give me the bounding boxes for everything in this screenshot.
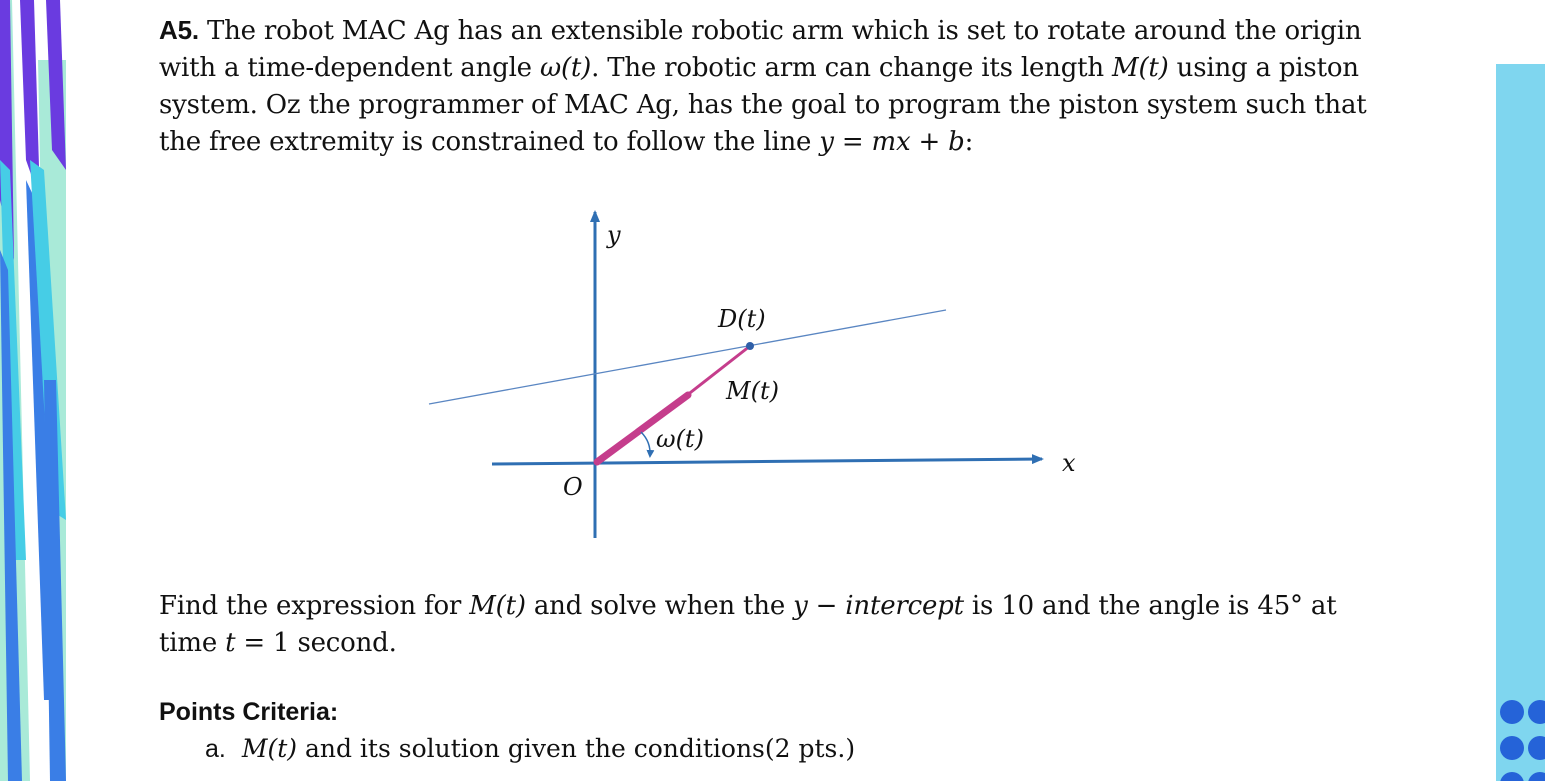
problem-text-4: : [964, 127, 974, 157]
question-text [159, 588, 1374, 662]
problem-text-3: using a piston system. Oz the programmer of MAC Ag, has the goal to program the piston system such that the free extremity is constrained to follow the line [159, 53, 1367, 157]
angle-arc [641, 432, 650, 456]
m-of-t-math: M(t) [1112, 53, 1169, 83]
question-text-3: is 10 and the angle is 45° at time [159, 591, 1337, 658]
omega-math: ω(t) [539, 53, 592, 83]
end-point-marker [746, 342, 754, 350]
omega-label: ω(t) [656, 425, 704, 453]
constraint-line [429, 310, 946, 404]
line-equation: y = mx + b [819, 127, 965, 157]
x-axis [492, 459, 1042, 464]
question-text-2: and solve when the [525, 591, 794, 621]
x-axis-label: x [1062, 449, 1076, 477]
y-intercept-math: y − intercept [793, 591, 964, 621]
criteria-title: Points Criteria: [159, 698, 339, 726]
problem-text-1: The robot MAC Ag has an extensible robotic arm which is set to rotate around the origin with a time-dependent angle [159, 16, 1362, 83]
criteria-m-of-t: M(t) [241, 734, 298, 763]
criteria-marker: a. [205, 735, 226, 763]
question-text-1: Find the expression for [159, 591, 470, 621]
question-m-of-t: M(t) [469, 591, 526, 621]
t-equals-math: t = [225, 628, 274, 658]
problem-label: A5. [159, 15, 199, 45]
y-axis-label: y [607, 221, 621, 249]
criteria-item-text: and its solution given the conditions(2 pts.) [297, 734, 856, 763]
criteria-item [205, 734, 855, 764]
origin-label: O [563, 473, 583, 501]
problem-text-2: . The robotic arm can change its length [591, 53, 1113, 83]
question-text-4: 1 second. [273, 628, 397, 658]
m-of-t-label: M(t) [726, 377, 779, 405]
d-of-t-label: D(t) [718, 305, 766, 333]
